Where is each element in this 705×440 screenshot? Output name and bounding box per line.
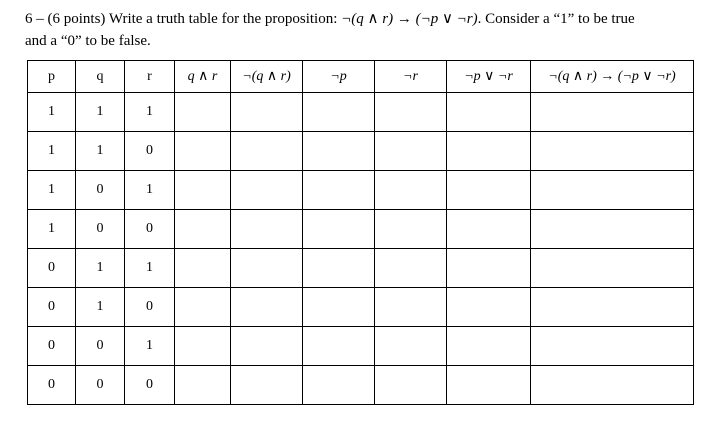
table-row xyxy=(28,210,694,249)
header-not-r: ¬r xyxy=(375,61,447,93)
answer-cell[interactable] xyxy=(531,366,694,405)
truth-table xyxy=(27,60,694,405)
answer-cell[interactable] xyxy=(531,327,694,366)
cell-q: 1 xyxy=(76,288,125,327)
header-row xyxy=(28,61,694,93)
answer-cell[interactable] xyxy=(375,249,447,288)
question-text xyxy=(25,8,700,52)
answer-cell[interactable] xyxy=(175,366,231,405)
header-q: q xyxy=(76,61,125,93)
answer-cell[interactable] xyxy=(531,132,694,171)
header-p: p xyxy=(28,61,76,93)
answer-cell[interactable] xyxy=(447,210,531,249)
answer-cell[interactable] xyxy=(531,249,694,288)
answer-cell[interactable] xyxy=(375,366,447,405)
answer-cell[interactable] xyxy=(175,93,231,132)
answer-cell[interactable] xyxy=(231,366,303,405)
cell-q: 1 xyxy=(76,132,125,171)
cell-q: 0 xyxy=(76,366,125,405)
answer-cell[interactable] xyxy=(175,171,231,210)
answer-cell[interactable] xyxy=(175,288,231,327)
header-r: r xyxy=(125,61,175,93)
answer-cell[interactable] xyxy=(303,171,375,210)
answer-cell[interactable] xyxy=(531,93,694,132)
cell-p: 1 xyxy=(28,132,76,171)
answer-cell[interactable] xyxy=(303,288,375,327)
header-not-p: ¬p xyxy=(303,61,375,93)
header-implication: ¬(q ∧ r) → (¬p ∨ ¬r) xyxy=(531,61,694,93)
answer-cell[interactable] xyxy=(447,132,531,171)
answer-cell[interactable] xyxy=(175,327,231,366)
answer-cell[interactable] xyxy=(231,210,303,249)
answer-cell[interactable] xyxy=(531,288,694,327)
cell-p: 1 xyxy=(28,93,76,132)
cell-p: 0 xyxy=(28,288,76,327)
answer-cell[interactable] xyxy=(231,288,303,327)
answer-cell[interactable] xyxy=(375,93,447,132)
cell-r: 0 xyxy=(125,132,175,171)
answer-cell[interactable] xyxy=(375,132,447,171)
answer-cell[interactable] xyxy=(175,249,231,288)
cell-r: 1 xyxy=(125,249,175,288)
answer-cell[interactable] xyxy=(375,171,447,210)
cell-p: 0 xyxy=(28,249,76,288)
answer-cell[interactable] xyxy=(303,366,375,405)
cell-p: 0 xyxy=(28,366,76,405)
proposition-formula: ¬(q ∧ r) → (¬p ∨ ¬r) xyxy=(341,11,478,27)
answer-cell[interactable] xyxy=(447,93,531,132)
answer-cell[interactable] xyxy=(231,249,303,288)
table-row xyxy=(28,366,694,405)
cell-p: 1 xyxy=(28,171,76,210)
question-prefix: 6 – (6 points) Write a truth table for the proposition: xyxy=(25,11,342,27)
answer-cell[interactable] xyxy=(447,327,531,366)
table-row xyxy=(28,93,694,132)
answer-cell[interactable] xyxy=(447,366,531,405)
header-not-p-or-not-r: ¬p ∨ ¬r xyxy=(447,61,531,93)
answer-cell[interactable] xyxy=(447,171,531,210)
cell-r: 0 xyxy=(125,366,175,405)
answer-cell[interactable] xyxy=(303,327,375,366)
answer-cell[interactable] xyxy=(175,210,231,249)
table-row xyxy=(28,288,694,327)
cell-r: 1 xyxy=(125,93,175,132)
question-line-2: and a “0” to be false. xyxy=(25,33,151,49)
question-suffix: . Consider a “1” to be true xyxy=(477,11,635,27)
table-row xyxy=(28,327,694,366)
table-row xyxy=(28,249,694,288)
answer-cell[interactable] xyxy=(375,327,447,366)
answer-cell[interactable] xyxy=(303,249,375,288)
answer-cell[interactable] xyxy=(175,132,231,171)
header-not-q-and-r: ¬(q ∧ r) xyxy=(231,61,303,93)
header-q-and-r: q ∧ r xyxy=(175,61,231,93)
answer-cell[interactable] xyxy=(303,93,375,132)
answer-cell[interactable] xyxy=(231,171,303,210)
answer-cell[interactable] xyxy=(531,210,694,249)
cell-p: 1 xyxy=(28,210,76,249)
answer-cell[interactable] xyxy=(375,210,447,249)
answer-cell[interactable] xyxy=(231,327,303,366)
table-row xyxy=(28,171,694,210)
answer-cell[interactable] xyxy=(447,249,531,288)
answer-cell[interactable] xyxy=(231,132,303,171)
answer-cell[interactable] xyxy=(375,288,447,327)
cell-q: 1 xyxy=(76,249,125,288)
cell-r: 0 xyxy=(125,288,175,327)
cell-q: 1 xyxy=(76,93,125,132)
cell-q: 0 xyxy=(76,327,125,366)
answer-cell[interactable] xyxy=(303,132,375,171)
cell-r: 1 xyxy=(125,327,175,366)
question-line-1 xyxy=(25,8,700,30)
cell-p: 0 xyxy=(28,327,76,366)
cell-q: 0 xyxy=(76,171,125,210)
answer-cell[interactable] xyxy=(531,171,694,210)
answer-cell[interactable] xyxy=(231,93,303,132)
table-row xyxy=(28,132,694,171)
cell-q: 0 xyxy=(76,210,125,249)
answer-cell[interactable] xyxy=(447,288,531,327)
cell-r: 0 xyxy=(125,210,175,249)
cell-r: 1 xyxy=(125,171,175,210)
answer-cell[interactable] xyxy=(303,210,375,249)
